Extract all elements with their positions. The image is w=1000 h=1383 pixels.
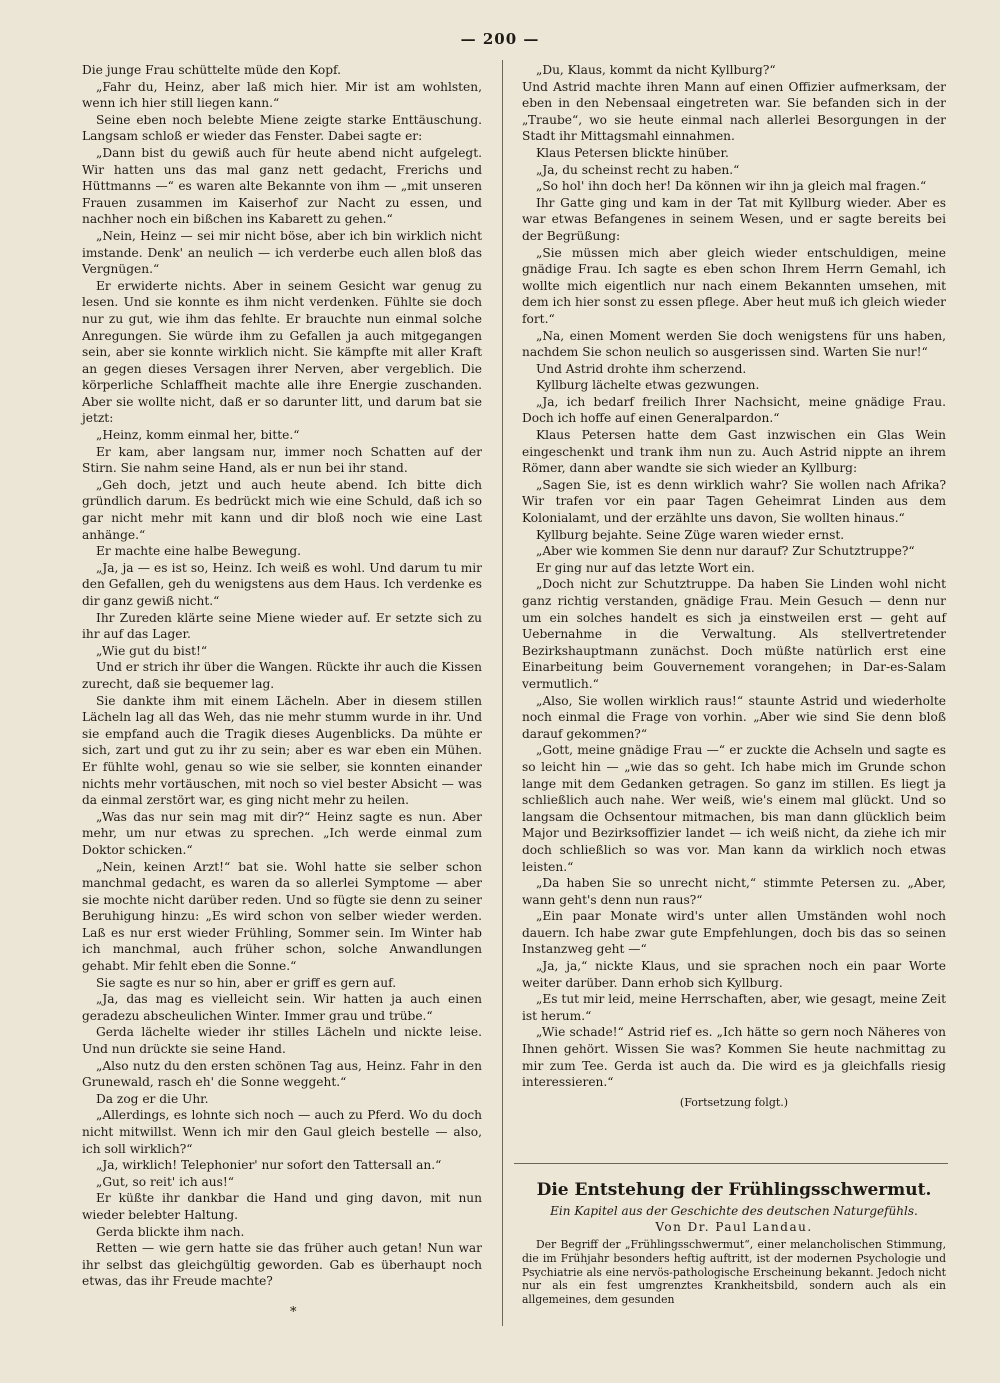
paragraph: „Aber wie kommen Sie denn nur darauf? Zur Schutztruppe?“ (536, 544, 915, 559)
paragraph: „Ja, ja,“ nickte Klaus, und sie sprachen noch ein paar Worte weiter darüber. Dann erhob sich Kyllburg. (522, 959, 946, 990)
paragraph: „Ein paar Monate wird's unter allen Umständen wohl noch dauern. Ich habe zwar gute Empfehlungen, doch bis das so seinen Instanzweg geht —“ (522, 909, 946, 957)
paragraph: „Dann bist du gewiß auch für heute abend nicht aufgelegt. Wir hatten uns das mal ganz nett gedacht, Frerichs und Hüttmanns —“ es waren alte Bekannte von ihm — „mit unseren Frauen zusammen im Kaiserhof zur Nacht zu essen, und nachher noch ein bißchen ins Kabarett zu gehen.“ (82, 145, 482, 227)
paragraph: „Gott, meine gnädige Frau —“ er zuckte die Achseln und sagte es so leicht hin — „wie das so geht. Ich habe mich im Grunde schon lange mit dem Gedanken getragen. So ganz im stillen. Es liegt ja schließlich auch nahe. Wer weiß, wie's einem mal glückt. Und so langsam die Ochsentour mitmachen, bis man dann glücklich beim Major und Bezirksoffizier landet — ich weiß nicht, da ziehe ich mir doch schließlich so was vor. Man kann da wirklich noch etwas leisten.“ (522, 743, 946, 874)
paragraph: Er kam, aber langsam nur, immer noch Schatten auf der Stirn. Sie nahm seine Hand, als er nun bei ihr stand. (82, 444, 482, 476)
paragraph: Seine eben noch belebte Miene zeigte starke Enttäuschung. Langsam schloß er wieder das Fenster. Dabei sagte er: (82, 112, 482, 144)
page-number: — 200 — (460, 30, 540, 48)
paragraph: „Heinz, komm einmal her, bitte.“ (96, 428, 300, 443)
paragraph: Da zog er die Uhr. (96, 1091, 209, 1106)
continuation-note: (Fortsetzung folgt.) (679, 1095, 789, 1109)
paragraph: „Gut, so reit' ich aus!“ (96, 1174, 235, 1189)
paragraph: „Sagen Sie, ist es denn wirklich wahr? Sie wollen nach Afrika? Wir trafen vor ein paar Tagen Geheimrat Linden aus dem Kolonialamt, und der erzählte uns davon, Sie wollten hinaus.“ (522, 477, 946, 526)
article-author: Von Dr. Paul Landau. (655, 1220, 813, 1234)
paragraph: Er ging nur auf das letzte Wort ein. (536, 560, 755, 575)
paragraph: Und Astrid machte ihren Mann auf einen Offizier aufmerksam, der eben in den Nebensaal eingetreten war. Sie befanden sich in der „Traube“, wo sie heute einmal nach allerlei Besorgungen in der Stadt ihr Mittagsmahl einnahmen. (522, 79, 946, 144)
paragraph: Ihr Gatte ging und kam in der Tat mit Kyllburg wieder. Aber es war etwas Befangenes in seinem Wesen, und er sagte bereits bei der Begrüßung: (522, 195, 946, 243)
paragraph: „Fahr du, Heinz, aber laß mich hier. Mir ist am wohlsten, wenn ich hier still liegen kann.“ (82, 79, 482, 111)
column-divider (502, 60, 503, 1326)
paragraph: „Ja, ja — es ist so, Heinz. Ich weiß es wohl. Und darum tu mir den Gefallen, geh du wenigstens aus dem Haus. Ich verdenke es dir ganz gewiß nicht.“ (82, 560, 482, 608)
paragraph: Gerda blickte ihm nach. (96, 1224, 245, 1239)
paragraph: „Es tut mir leid, meine Herrschaften, aber, wie gesagt, meine Zeit ist herum.“ (522, 992, 946, 1023)
section-divider (514, 1163, 948, 1164)
paragraph: „Wie gut du bist!“ (96, 643, 208, 658)
paragraph: Er machte eine halbe Bewegung. (96, 544, 302, 559)
paragraph: „Also, Sie wollen wirklich raus!“ staunte Astrid und wiederholte noch einmal die Frage von vorhin. „Aber wie sind Sie denn bloß darauf gekommen?“ (522, 693, 946, 741)
paragraph: „Na, einen Moment werden Sie doch wenigstens für uns haben, nachdem Sie schon neulich so ausgerissen sind. Warten Sie nur!“ (522, 328, 946, 360)
paragraph: „Ja, ich bedarf freilich Ihrer Nachsicht, meine gnädige Frau. Doch ich hoffe auf einen Generalpardon.“ (522, 394, 946, 426)
paragraph: „Da haben Sie so unrecht nicht,“ stimmte Petersen zu. „Aber, wann geht's denn nun raus?“ (522, 876, 946, 907)
paragraph: Und er strich ihr über die Wangen. Rückte ihr auch die Kissen zurecht, daß sie bequemer lag. (82, 660, 482, 691)
paragraph: „So hol' ihn doch her! Da können wir ihn ja gleich mal fragen.“ (536, 179, 927, 194)
right-column (522, 62, 946, 1111)
paragraph: Sie dankte ihm mit einem Lächeln. Aber in diesem stillen Lächeln lag all das Weh, das nie mehr stumm wurde in ihr. Und sie empfand auch die Tragik dieses Augenblicks. Da mühte er sich, zart und gut zu ihr zu sein; aber es war eben ein Mühen. Er fühlte wohl, genau so wie sie selber, sie konnten einander nichts mehr vortäuschen, mit noch so viel bester Absicht — was da einmal zerstört war, es ging nicht mehr zu heilen. (82, 693, 482, 808)
paragraph: Klaus Petersen blickte hinüber. (536, 145, 729, 160)
paragraph: „Wie schade!“ Astrid rief es. „Ich hätte so gern noch Näheres von Ihnen gehört. Wissen Sie was? Kommen Sie heute nachmittag zu mir zum Tee. Gerda ist auch da. Die wird es ja gleichfalls riesig interessieren.“ (522, 1025, 946, 1090)
paragraph: Kyllburg lächelte etwas gezwungen. (536, 378, 760, 393)
article-subtitle: Ein Kapitel aus der Geschichte des deutschen Naturgefühls. (550, 1204, 918, 1218)
paragraph: Ihr Zureden klärte seine Miene wieder auf. Er setzte sich zu ihr auf das Lager. (82, 610, 482, 642)
article-title: Die Entstehung der Frühlingsschwermut. (536, 1180, 932, 1200)
paragraph: „Was das nur sein mag mit dir?“ Heinz sagte es nun. Aber mehr, um nur etwas zu sprechen. „Ich werde einmal zum Doktor schicken.“ (82, 809, 482, 857)
section-separator: * (290, 1305, 297, 1320)
left-column (82, 62, 482, 1290)
paragraph: Er küßte ihr dankbar die Hand und ging davon, mit nun wieder belebter Haltung. (82, 1191, 482, 1222)
paragraph: Gerda lächelte wieder ihr stilles Lächeln und nickte leise. Und nun drückte sie seine Hand. (82, 1025, 482, 1057)
paragraph: Die junge Frau schüttelte müde den Kopf. (82, 63, 341, 77)
paragraph: Kyllburg bejahte. Seine Züge waren wieder ernst. (536, 527, 845, 542)
feature-article (522, 1180, 946, 1307)
paragraph: „Ja, wirklich! Telephonier' nur sofort den Tattersall an.“ (96, 1158, 442, 1173)
paragraph: „Nein, Heinz — sei mir nicht böse, aber ich bin wirklich nicht imstande. Denk' an neulich — ich verderbe euch allen bloß das Vergnügen.“ (82, 228, 482, 277)
paragraph: Er erwiderte nichts. Aber in seinem Gesicht war genug zu lesen. Und sie konnte es ihm nicht verdenken. Fühlte sie doch nur zu gut, wie ihm das fehlte. Er brauchte nun einmal solche Anregungen. Sie würde ihm zu Gefallen ja auch mitgegangen sein, aber sie konnte wirklich nicht. Sie kämpfte mit aller Kraft an gegen dieses Versagen ihrer Nerven, aber vergeblich. Die körperliche Schlaffheit machte alle ihre Energie zuschanden. Aber sie wollte nicht, daß er so darunter litt, und darum bat sie jetzt: (82, 278, 482, 426)
paragraph: Und Astrid drohte ihm scherzend. (536, 361, 747, 376)
paragraph: „Also nutz du den ersten schönen Tag aus, Heinz. Fahr in den Grunewald, rasch eh' die Sonne weggeht.“ (82, 1058, 482, 1090)
paragraph: Retten — wie gern hatte sie das früher auch getan! Nun war ihr selbst das gleichgültig geworden. Gab es überhaupt noch etwas, das ihr Freude machte? (82, 1241, 482, 1289)
paragraph: Sie sagte es nur so hin, aber er griff es gern auf. (96, 975, 397, 990)
paragraph: „Ja, das mag es vielleicht sein. Wir hatten ja auch einen geradezu abscheulichen Winter. Immer grau und trübe.“ (82, 992, 482, 1023)
paragraph: Klaus Petersen hatte dem Gast inzwischen ein Glas Wein eingeschenkt und trank ihm nun zu. Auch Astrid nippte an ihrem Römer, dann aber wandte sie sich wieder an Kyllburg: (522, 428, 946, 476)
paragraph: „Nein, keinen Arzt!“ bat sie. Wohl hatte sie selber schon manchmal gedacht, es waren da so allerlei Symptome — aber sie mochte nicht darüber reden. Und so fügte sie denn zu seiner Beruhigung hinzu: „Es wird schon von selber wieder werden. Laß es nur erst wieder Frühling, Sommer sein. Im Winter hab ich manchmal, auch früher schon, solche Anwandlungen gehabt. Mir fehlt eben die Sonne.“ (82, 859, 482, 974)
article-intro: Der Begriff der „Frühlingsschwermut“, einer melancholischen Stimmung, die im Frühjahr besonders heftig auftritt, ist der modernen Psychologie und Psychiatrie als eine nervös-pathologische Erscheinung bekannt. Jedoch nicht nur als ein fest umgrenztes Krankheitsbild, sondern auch als ein allgemeines, dem gesunden (522, 1238, 946, 1307)
paragraph: „Ja, du scheinst recht zu haben.“ (536, 162, 740, 177)
paragraph: „Allerdings, es lohnte sich noch — auch zu Pferd. Wo du doch nicht mitwillst. Wenn ich mir den Gaul gleich bestelle — also, ich soll wirklich?“ (82, 1108, 482, 1156)
paragraph: „Doch nicht zur Schutztruppe. Da haben Sie Linden wohl nicht ganz richtig verstanden, gnädige Frau. Mein Gesuch — denn nur um ein solches handelt es sich ja einstweilen erst — geht auf Uebernahme in die Verwaltung. Als stellvertretender Bezirkshauptmann zunächst. Doch müßte natürlich erst eine Einarbeitung beim Gouvernement vorangehen; in Dar-es-Salam vermutlich.“ (522, 577, 946, 691)
paragraph: „Sie müssen mich aber gleich wieder entschuldigen, meine gnädige Frau. Ich sagte es eben schon Ihrem Herrn Gemahl, ich wollte mich eigentlich nur nach einem Bekannten umsehen, mit dem ich hier sonst zu essen pflege. Aber heut muß ich gleich wieder fort.“ (522, 245, 946, 326)
paragraph: „Geh doch, jetzt und auch heute abend. Ich bitte dich gründlich darum. Es bedrückt mich wie eine Schuld, daß ich so gar nicht mehr mit kann und dir bloß noch wie eine Last anhänge.“ (82, 477, 482, 542)
paragraph: „Du, Klaus, kommt da nicht Kyllburg?“ (536, 63, 776, 77)
